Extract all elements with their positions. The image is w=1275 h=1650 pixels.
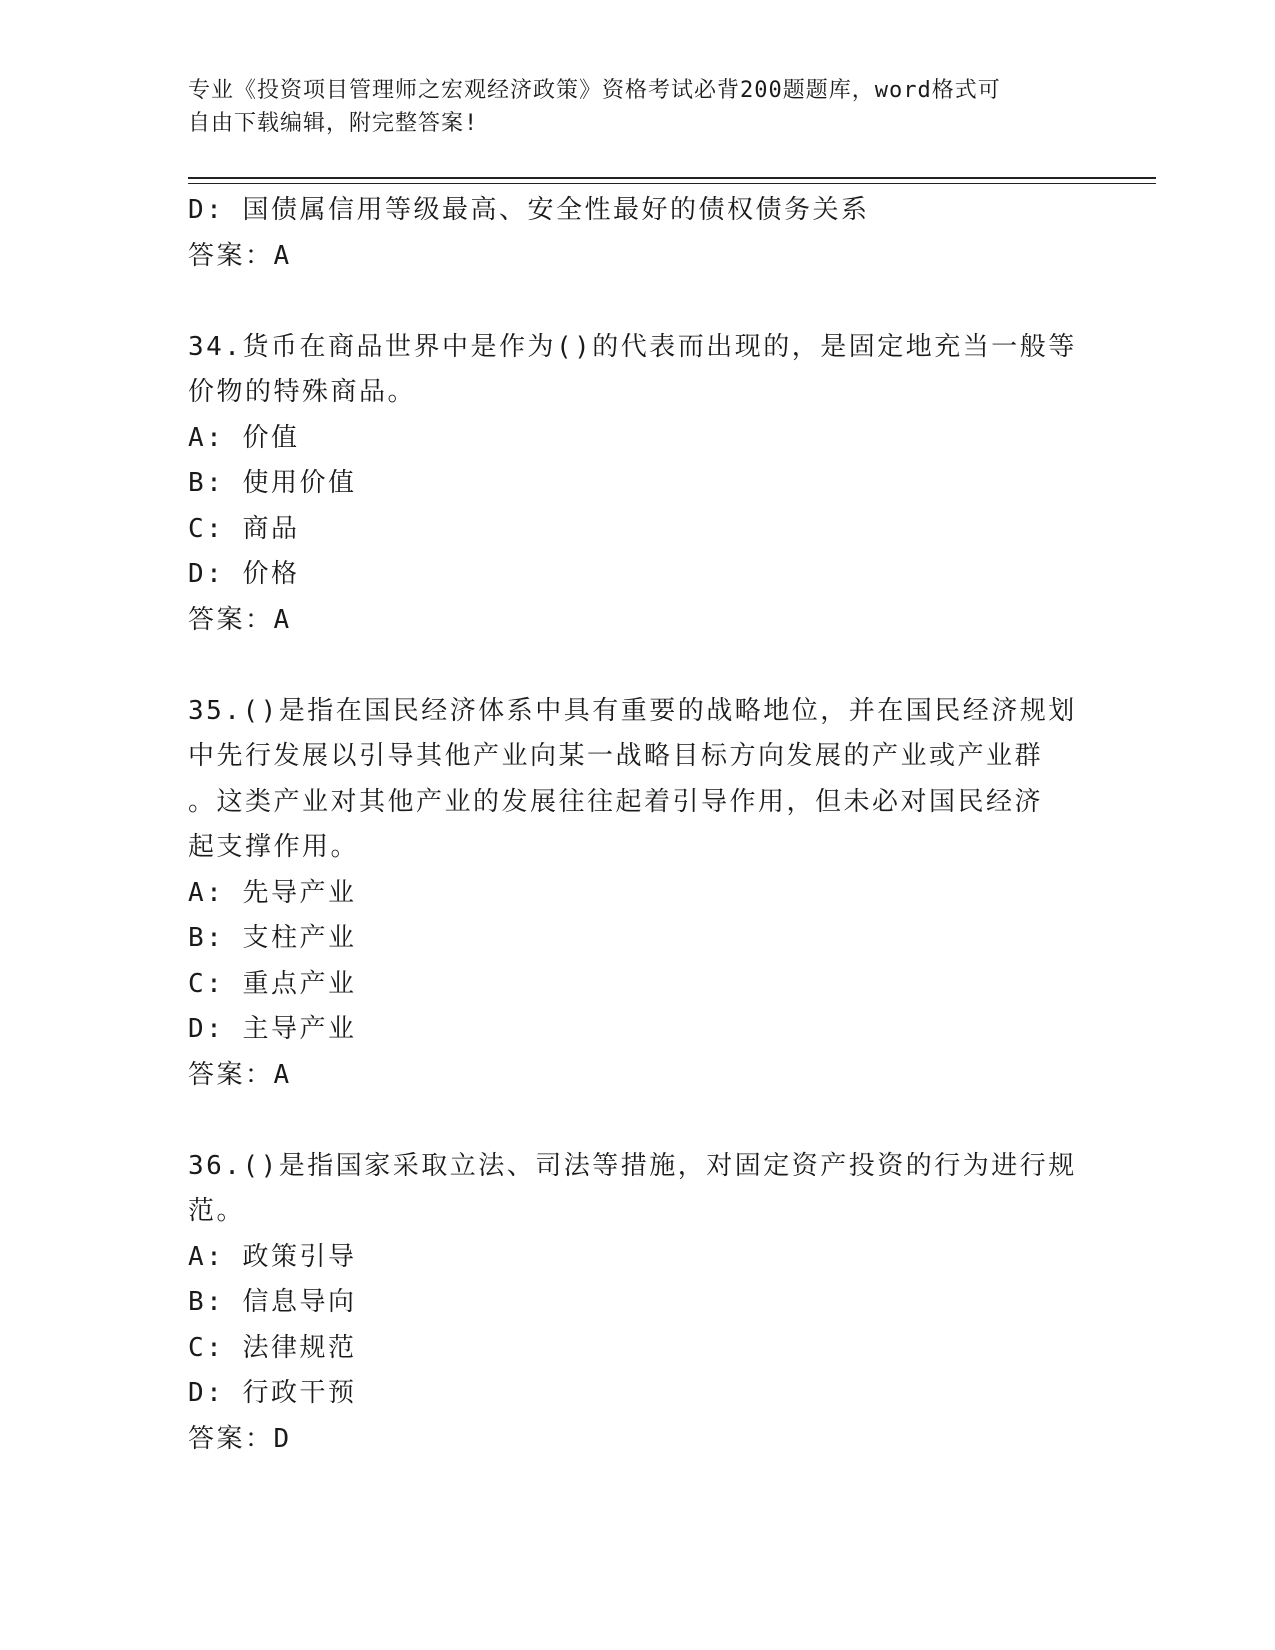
spacer: [188, 1098, 1068, 1144]
answer-line: 答案：D: [188, 1423, 292, 1454]
option-d: D: 主导产业: [188, 1014, 357, 1044]
header-divider-thick: [188, 177, 1156, 179]
spacer: [188, 643, 1068, 689]
question-36: [188, 1144, 1077, 1463]
question-stem: 。这类产业对其他产业的发展往往起着引导作用，但未必对国民经济: [188, 786, 1044, 817]
option-d: D: 行政干预: [188, 1378, 357, 1408]
option-a: A: 价值: [188, 422, 300, 453]
option-b: B: 信息导向: [188, 1287, 357, 1317]
question-stem: 35.()是指在国民经济体系中具有重要的战略地位，并在国民经济规划: [188, 695, 1077, 726]
answer-line: 答案：A: [188, 1059, 292, 1090]
option-c: C: 商品: [188, 513, 300, 544]
spacer: [188, 279, 1068, 325]
option-a: A: 政策引导: [188, 1241, 357, 1272]
question-34: [188, 325, 1077, 644]
option-c: C: 重点产业: [188, 968, 357, 999]
option-d: D: 国债属信用等级最高、安全性最好的债权债务关系: [188, 195, 870, 225]
page-header: [188, 74, 1068, 140]
answer-line: 答案：A: [188, 240, 292, 271]
document-body: [188, 188, 1077, 1462]
question-stem: 价物的特殊商品。: [188, 377, 417, 407]
option-a: A: 先导产业: [188, 877, 357, 908]
question-stem: 范。: [188, 1196, 246, 1226]
option-c: C: 法律规范: [188, 1332, 357, 1363]
question-stem: 34.货币在商品世界中是作为()的代表而出现的，是固定地充当一般等: [188, 331, 1077, 362]
header-line-1: 专业《投资项目管理师之宏观经济政策》资格考试必背200题题库，word格式可: [188, 78, 1001, 103]
question-stem: 中先行发展以引导其他产业向某一战略目标方向发展的产业或产业群: [188, 741, 1044, 771]
question-33-tail: [188, 188, 1068, 279]
question-stem: 36.()是指国家采取立法、司法等措施，对固定资产投资的行为进行规: [188, 1150, 1077, 1181]
answer-line: 答案：A: [188, 604, 292, 635]
option-b: B: 支柱产业: [188, 923, 357, 953]
question-stem: 起支撑作用。: [188, 832, 360, 862]
header-line-2: 自由下载编辑，附完整答案!: [188, 111, 479, 136]
question-35: [188, 689, 1077, 1099]
option-b: B: 使用价值: [188, 468, 357, 498]
option-d: D: 价格: [188, 559, 300, 589]
header-divider-thin: [188, 183, 1156, 184]
